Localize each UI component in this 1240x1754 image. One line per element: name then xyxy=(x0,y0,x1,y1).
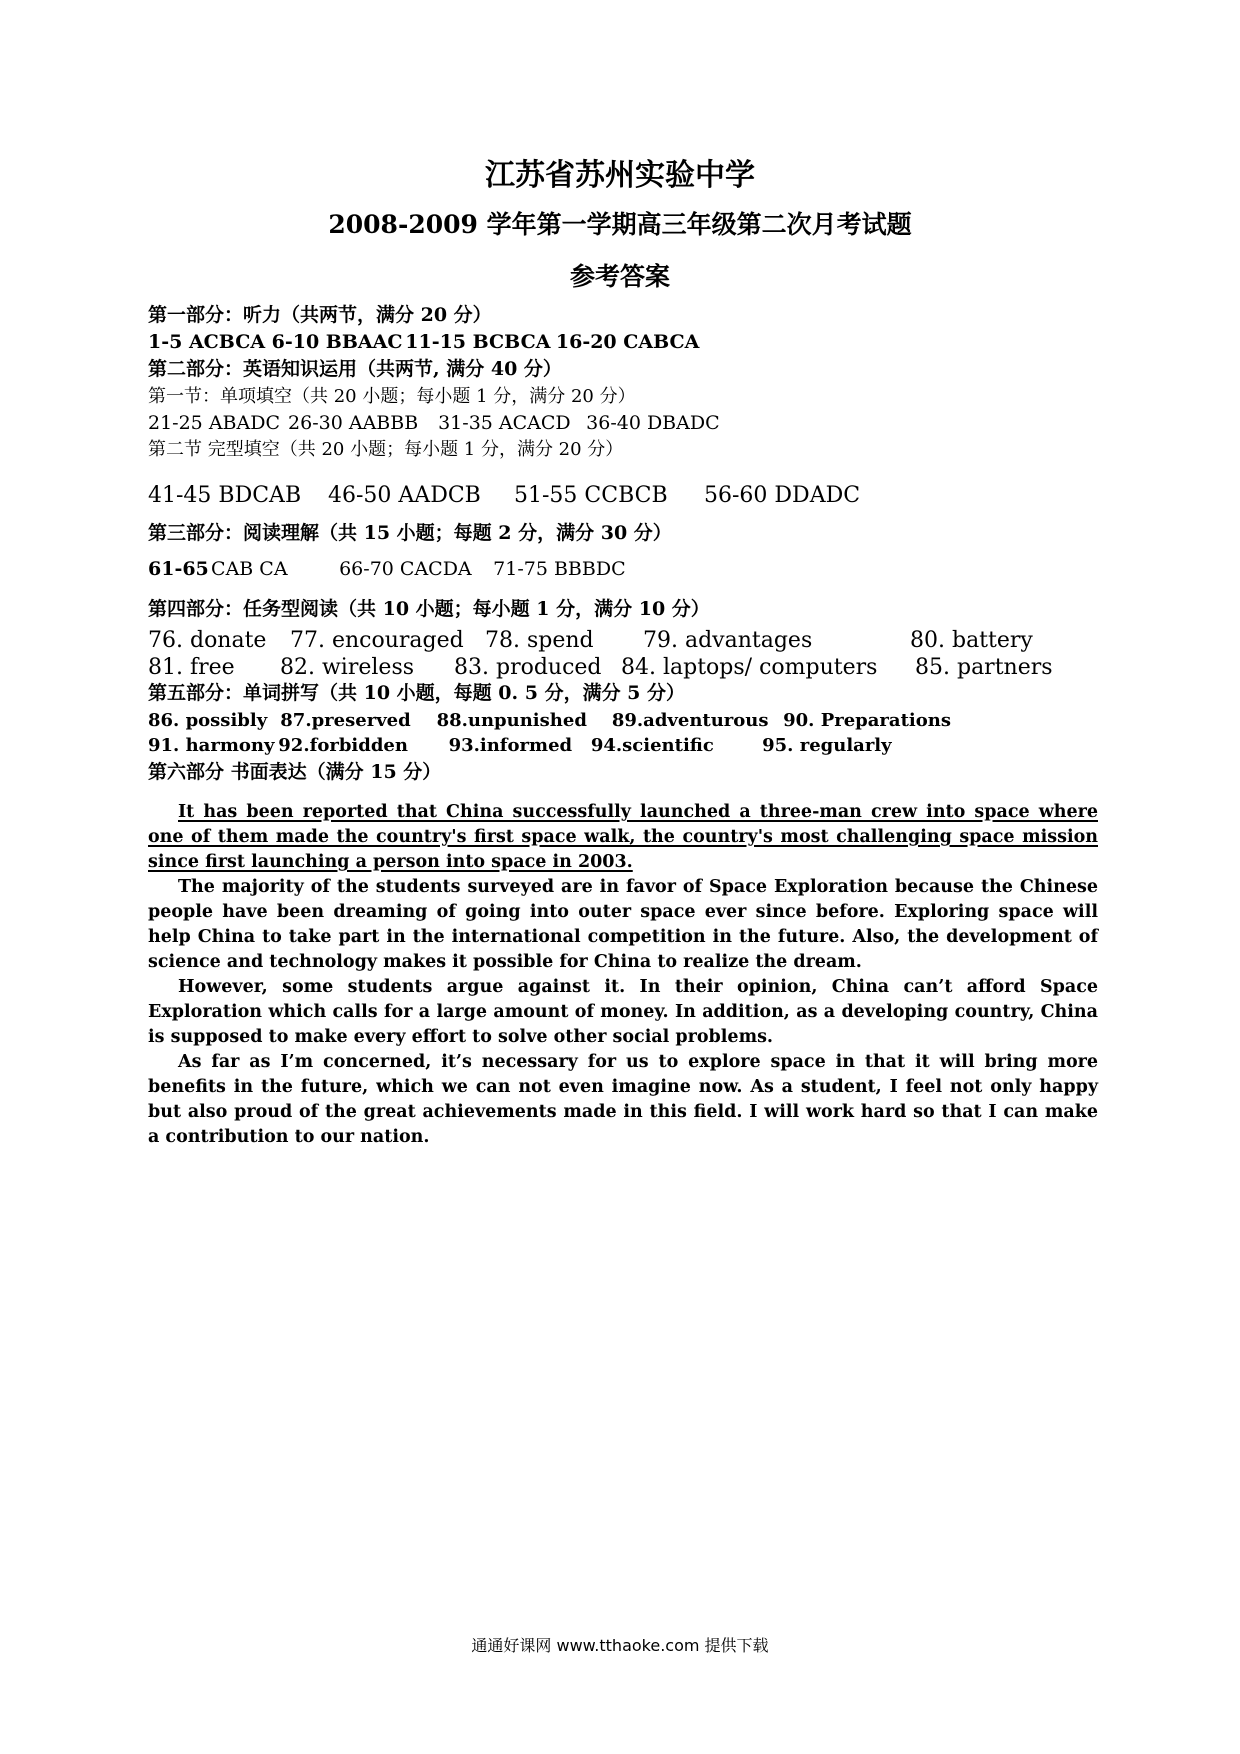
part3-heading: 第三部分：阅读理解（共 15 小题；每题 2 分，满分 30 分） xyxy=(148,522,672,544)
answer-group: 11-15 BCBCA xyxy=(405,331,551,353)
answer-group: 36-40 DBADC xyxy=(586,412,720,434)
answer-group: 41-45 BDCAB xyxy=(148,483,302,508)
answer-group: CAB CA xyxy=(211,558,288,580)
part5-answers-row2 xyxy=(148,737,892,755)
part1-heading: 第一部分：听力（共两节，满分 20 分） xyxy=(148,304,492,326)
answer-item: 91. harmony xyxy=(148,735,275,756)
part4-answers-row2 xyxy=(148,657,1053,679)
answer-item: 76. donate xyxy=(148,628,267,653)
essay-paragraph-2: The majority of the students surveyed are in favor of Space Exploration because the Chinese people have been dreaming of going into outer space ever since before. Exploring space will help China to take part in the international competition in the future. Also, the development of science and technology makes it possible for China to realize the dream. xyxy=(148,877,1098,972)
part1-answers xyxy=(148,333,699,352)
answer-item: 86. possibly xyxy=(148,710,268,731)
part4-answers-row1 xyxy=(148,630,1033,652)
essay-paragraph-4: As far as I’m concerned, it’s necessary for us to explore space in that it will bring more benefits in the future, which we can not even imagine now. As a student, I feel not only happy but also proud of the great achievements made in this field. I will work hard so that I can make a contribution to our nation. xyxy=(148,1052,1098,1147)
part2-section2-heading: 第二节 完型填空（共 20 小题；每小题 1 分，满分 20 分） xyxy=(148,439,624,460)
answer-group: 66-70 CACDA xyxy=(339,558,472,580)
answer-group: 16-20 CABCA xyxy=(555,331,700,353)
footer-source: 通通好课网 www.tthaoke.com 提供下载 xyxy=(471,1636,769,1655)
school-name: 江苏省苏州实验中学 xyxy=(485,158,755,193)
answer-item: 94.scientific xyxy=(590,735,714,756)
part2-section2-answers xyxy=(148,485,860,507)
essay-paragraph-1: It has been reported that China successfully launched a three-man crew into space where one of them made the country's first space walk, the country's most challenging space mission since first launching a person into space in 2003. xyxy=(148,802,1098,872)
answer-group: 26-30 AABBB xyxy=(288,412,419,434)
essay-paragraph-3: However, some students argue against it. In their opinion, China can’t afford Space Exploration which calls for a large amount of money. In addition, as a developing country, China is supposed to make every effort to solve other social problems. xyxy=(148,977,1098,1047)
answer-item: 77. encouraged xyxy=(290,628,464,653)
answer-item: 78. spend xyxy=(485,628,594,653)
document-type: 参考答案 xyxy=(569,262,670,291)
answer-item: 92.forbidden xyxy=(278,735,408,756)
answer-item: 90. Preparations xyxy=(783,710,951,731)
part5-heading: 第五部分：单词拼写（共 10 小题，每题 0. 5 分，满分 5 分） xyxy=(148,682,686,704)
answer-item: 89.adventurous xyxy=(611,710,769,731)
answer-item: 84. laptops/ computers xyxy=(621,655,878,680)
answer-item: 83. produced xyxy=(454,655,602,680)
answer-item: 85. partners xyxy=(915,655,1053,680)
part6-heading: 第六部分 书面表达（满分 15 分） xyxy=(148,761,442,783)
answer-item: 87.preserved xyxy=(280,710,411,731)
answer-group: 51-55 CCBCB xyxy=(514,483,668,508)
answer-item: 81. free xyxy=(148,655,235,680)
answer-item: 95. regularly xyxy=(762,735,892,756)
answer-group: 31-35 ACACD xyxy=(438,412,571,434)
part3-answers xyxy=(148,560,626,579)
answer-item: 88.unpunished xyxy=(436,710,587,731)
essay xyxy=(148,800,1098,1150)
answer-group: 46-50 AADCB xyxy=(328,483,481,508)
answer-range: 61-65 xyxy=(148,558,209,580)
answer-item: 93.informed xyxy=(448,735,573,756)
answer-item: 79. advantages xyxy=(643,628,813,653)
part4-heading: 第四部分：任务型阅读（共 10 小题；每小题 1 分，满分 10 分） xyxy=(148,598,710,620)
exam-title: 2008-2009 学年第一学期高三年级第二次月考试题 xyxy=(328,210,912,239)
answer-group: 21-25 ABADC xyxy=(148,412,280,434)
answer-item: 80. battery xyxy=(910,628,1033,653)
part2-heading: 第二部分：英语知识运用（共两节, 满分 40 分） xyxy=(148,358,562,380)
part2-section1-heading: 第一节：单项填空（共 20 小题；每小题 1 分，满分 20 分） xyxy=(148,386,636,407)
answer-group: 71-75 BBBDC xyxy=(493,558,626,580)
answer-group: 6-10 BBAAC xyxy=(271,331,403,353)
part5-answers-row1 xyxy=(148,712,951,730)
answer-item: 82. wireless xyxy=(280,655,415,680)
answer-group: 1-5 ACBCA xyxy=(148,331,266,353)
answer-group: 56-60 DDADC xyxy=(704,483,861,508)
part2-section1-answers xyxy=(148,414,720,433)
